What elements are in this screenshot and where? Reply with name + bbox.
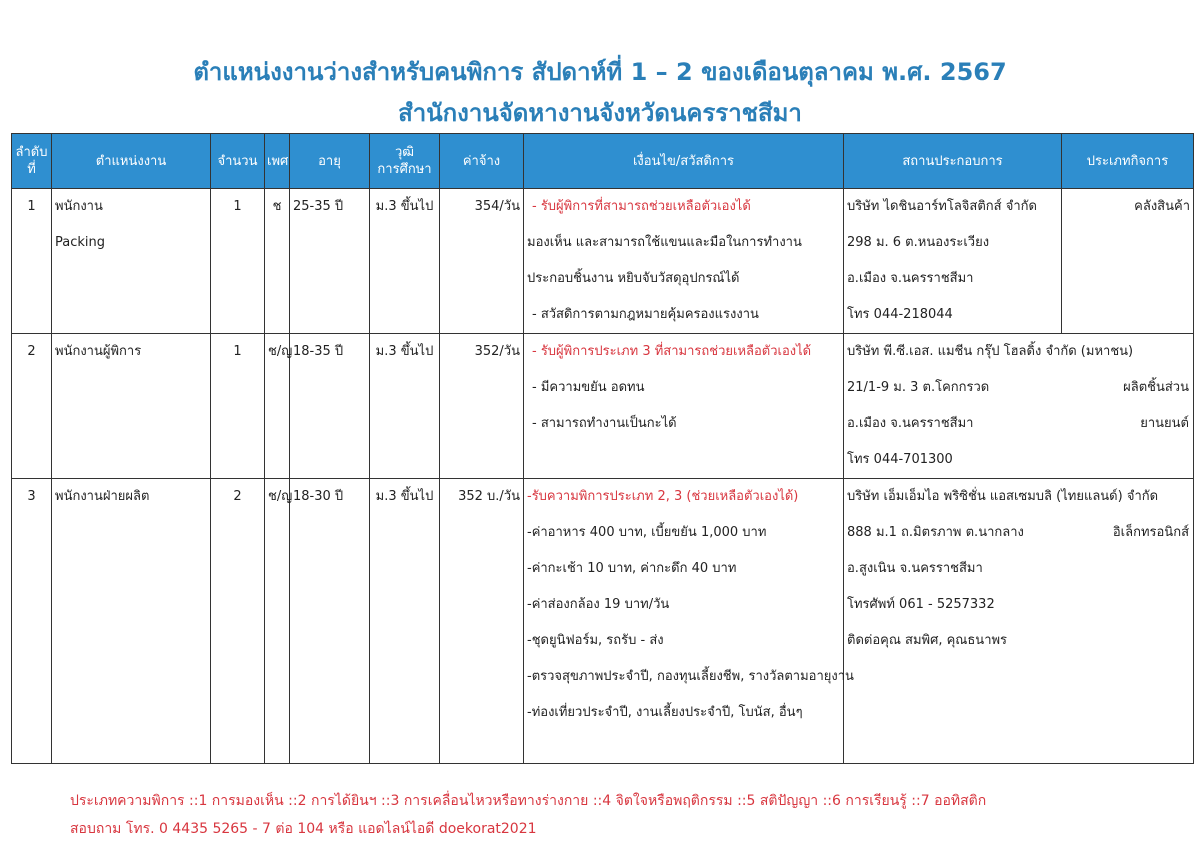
wage-value: 354/วัน	[474, 199, 520, 214]
condition-line: -ค่าส่องกล้อง 19 บาท/วัน	[527, 597, 670, 612]
cell-count	[211, 479, 265, 764]
header-position: ตำแหน่งงาน	[52, 134, 211, 189]
header-sex: เพศ	[265, 134, 290, 189]
condition-line: ประกอบชิ้นงาน หยิบจับวัสดุอุปกรณ์ได้	[527, 271, 740, 286]
cell-business	[1062, 189, 1194, 334]
business-line: ยานยนต์	[1140, 416, 1189, 431]
wage-value: 352/วัน	[474, 344, 520, 359]
cell-age	[290, 334, 370, 479]
condition-line: -รับความพิการประเภท 2, 3 (ช่วยเหลือตัวเองได้)	[527, 489, 799, 504]
table-row	[12, 189, 1194, 334]
business-line: อิเล็กทรอนิกส์	[1112, 525, 1189, 540]
table-row	[12, 479, 1194, 764]
table-row	[12, 334, 1194, 479]
company-line: อ.เมือง จ.นครราชสีมา	[847, 271, 974, 286]
page-subtitle: สำนักงานจัดหางานจังหวัดนครราชสีมา	[398, 99, 802, 127]
company-line: ติดต่อคุณ สมพิศ, คุณธนาพร	[847, 633, 1008, 648]
sex-value: ช/ญ	[268, 489, 293, 504]
page-title: ตำแหน่งงานว่างสำหรับคนพิการ สัปดาห์ที่ 1 – 2 ของเดือนตุลาคม พ.ศ. 2567	[193, 58, 1007, 86]
cell-no	[12, 334, 52, 479]
header-count: จำนวน	[211, 134, 265, 189]
company-business-block	[844, 479, 1193, 659]
education-value: ม.3 ขึ้นไป	[375, 489, 434, 504]
header-business: ประเภทกิจการ	[1062, 134, 1194, 189]
company-line: 298 ม. 6 ต.หนองระเวียง	[847, 235, 990, 250]
header-education-line1: วุฒิ	[394, 145, 415, 160]
company-line: โทรศัพท์ 061 - 5257332	[847, 597, 995, 612]
cell-position	[52, 479, 211, 764]
cell-sex	[265, 479, 293, 764]
contact-note: สอบถาม โทร. 0 4435 5265 - 7 ต่อ 104 หรือ แอดไลน์ไอดี doekorat2021	[70, 821, 537, 837]
count-value: 1	[233, 344, 242, 359]
condition-line: -ตรวจสุขภาพประจำปี, กองทุนเลี้ยงชีพ, รางวัลตามอายุงาน	[527, 669, 854, 684]
condition-line: - มีความขยัน อดทน	[532, 380, 645, 395]
cell-no	[12, 189, 52, 334]
business-line: คลังสินค้า	[1134, 199, 1190, 214]
company-business-block	[844, 334, 1193, 478]
position-line: Packing	[55, 235, 106, 250]
company-line: 21/1-9 ม. 3 ต.โคกกรวด	[847, 380, 990, 395]
company-line: โทร 044-701300	[847, 452, 953, 467]
header-age: อายุ	[290, 134, 370, 189]
company-line: บริษัท ไดชินอาร์ทโลจิสติกส์ จำกัด	[847, 199, 1037, 214]
position-line: พนักงาน	[55, 199, 103, 214]
education-value: ม.3 ขึ้นไป	[375, 199, 434, 214]
condition-line: -ค่าอาหาร 400 บาท, เบี้ยขยัน 1,000 บาท	[527, 525, 767, 540]
company-line: อ.เมือง จ.นครราชสีมา	[847, 416, 974, 431]
header-no	[12, 134, 52, 189]
cell-position	[52, 189, 211, 334]
company-line: อ.สูงเนิน จ.นครราชสีมา	[847, 561, 983, 576]
age-value: 18-30 ปี	[293, 489, 344, 504]
cell-conditions	[524, 189, 844, 334]
header-no-line1: ลำดับ	[15, 145, 48, 160]
header-education	[370, 134, 440, 189]
company-line: บริษัท เอ็มเอ็มไอ พริซิชั่น แอสเซมบลิ (ไทยแลนด์) จำกัด	[847, 489, 1159, 504]
condition-line: - สามารถทำงานเป็นกะได้	[532, 416, 677, 431]
cell-company	[844, 189, 1062, 334]
education-value: ม.3 ขึ้นไป	[375, 344, 434, 359]
sex-value: ช	[272, 199, 282, 214]
cell-wage	[440, 334, 524, 479]
cell-wage	[440, 479, 524, 764]
cell-company	[844, 479, 1194, 764]
header-no-line2: ที่	[27, 162, 36, 177]
sex-value: ช/ญ	[268, 344, 293, 359]
cell-education	[370, 334, 440, 479]
condition-line: - รับผู้พิการประเภท 3 ที่สามารถช่วยเหลือตัวเองได้	[532, 344, 812, 359]
cell-count	[211, 189, 265, 334]
count-value: 2	[233, 489, 242, 504]
header-wage: ค่าจ้าง	[440, 134, 524, 189]
position-line: พนักงานฝ่ายผลิต	[55, 489, 150, 504]
header-conditions: เงื่อนไข/สวัสดิการ	[524, 134, 844, 189]
cell-no	[12, 479, 52, 764]
company-line: 888 ม.1 ถ.มิตรภาพ ต.นากลาง	[847, 525, 1024, 540]
age-value: 25-35 ปี	[293, 199, 344, 214]
disability-types-note: ประเภทความพิการ ::1 การมองเห็น ::2 การได้ยินฯ ::3 การเคลื่อนไหวหรือทางร่างกาย ::4 จิตใจหรือพฤติกรรม ::5 สติปัญญา ::6 การเรียนรู้ ::7 ออทิสติก	[70, 793, 987, 809]
cell-conditions	[524, 479, 854, 764]
cell-position	[52, 334, 211, 479]
condition-line: มองเห็น และสามารถใช้แขนและมือในการทำงาน	[527, 235, 802, 250]
jobs-table	[11, 133, 1194, 764]
condition-line: -ชุดยูนิฟอร์ม, รถรับ - ส่ง	[527, 633, 664, 648]
condition-line: - สวัสดิการตามกฎหมายคุ้มครองแรงงาน	[532, 307, 759, 322]
cell-count	[211, 334, 265, 479]
header-education-line2: การศึกษา	[377, 162, 432, 177]
condition-line: -ค่ากะเช้า 10 บาท, ค่ากะดึก 40 บาท	[527, 561, 737, 576]
business-line: ผลิตชิ้นส่วน	[1123, 380, 1189, 395]
position-line: พนักงานผู้พิการ	[55, 344, 142, 359]
cell-conditions	[524, 334, 844, 479]
condition-line: - รับผู้พิการที่สามารถช่วยเหลือตัวเองได้	[532, 199, 751, 214]
count-value: 1	[233, 199, 242, 214]
wage-value: 352 บ./วัน	[458, 489, 520, 504]
cell-education	[370, 479, 440, 764]
cell-sex	[265, 334, 293, 479]
table-header-row	[12, 134, 1194, 189]
age-value: 18-35 ปี	[293, 344, 344, 359]
cell-wage	[440, 189, 524, 334]
cell-company	[844, 334, 1194, 479]
condition-line: -ท่องเที่ยวประจำปี, งานเลี้ยงประจำปี, โบนัส, อื่นๆ	[527, 705, 803, 720]
cell-education	[370, 189, 440, 334]
row-no: 3	[27, 489, 36, 504]
company-line: โทร 044-218044	[847, 307, 953, 322]
row-no: 1	[27, 199, 36, 214]
cell-sex	[265, 189, 290, 334]
company-line: บริษัท พี.ซี.เอส. แมชีน กรุ๊ป โฮลดิ้ง จำกัด (มหาชน)	[847, 344, 1134, 359]
cell-age	[290, 479, 370, 764]
header-company: สถานประกอบการ	[844, 134, 1062, 189]
row-no: 2	[27, 344, 36, 359]
cell-age	[290, 189, 370, 334]
